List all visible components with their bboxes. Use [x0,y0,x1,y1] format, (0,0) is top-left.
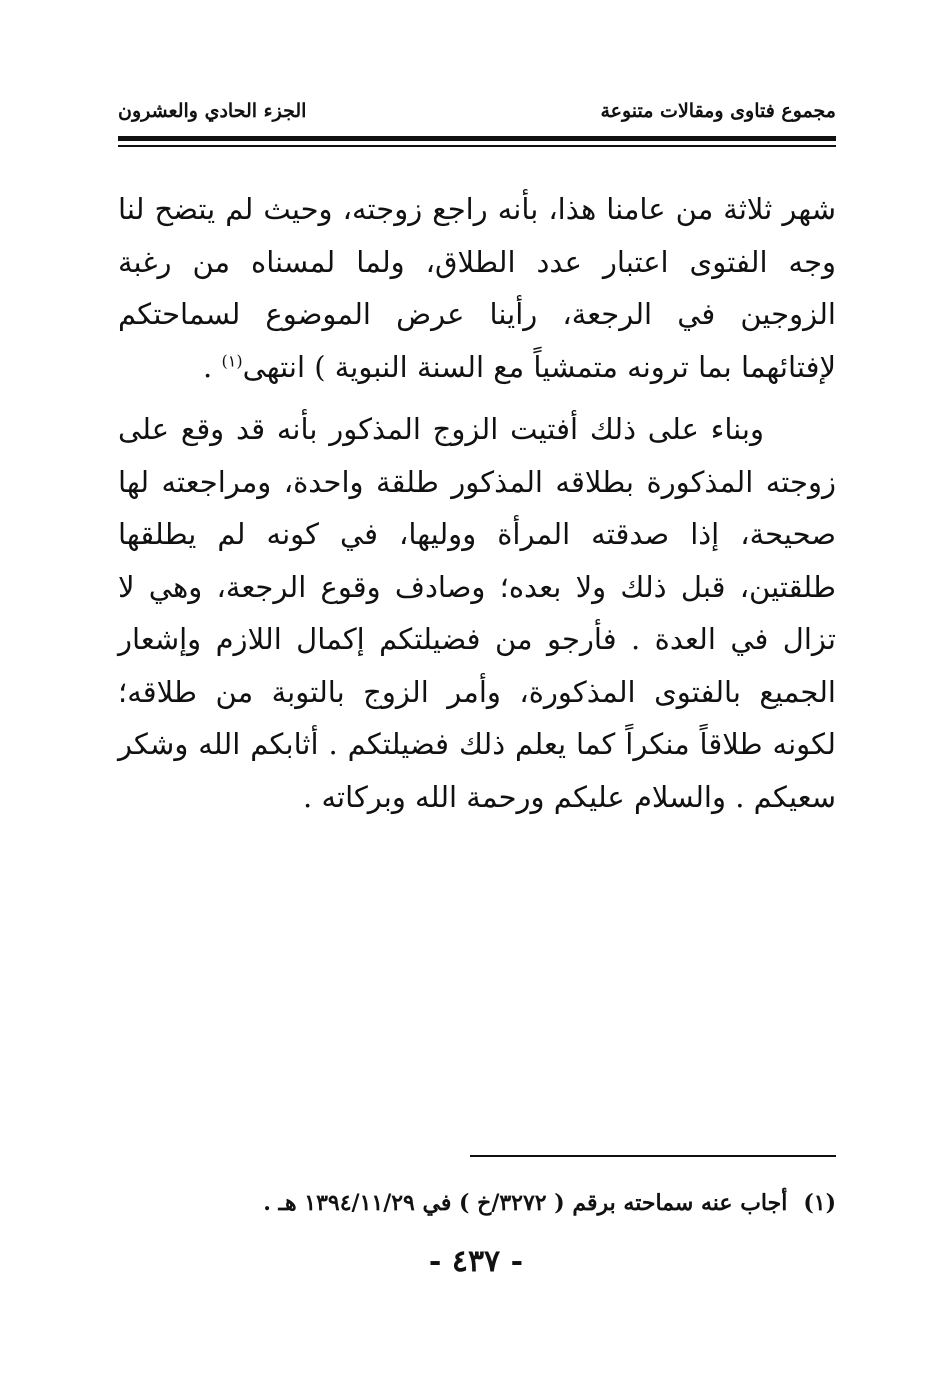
body-text [118,183,836,823]
header-rule-thick [118,136,836,141]
footnote [263,1190,836,1216]
paragraph-1 [118,183,836,393]
footnote-separator [470,1155,836,1157]
footnote-text: أجاب عنه سماحته برقم ( ٣٢٧٢/خ ) في ١٣٩٤/١١/٢٩ هـ . [263,1190,788,1216]
paragraph-2: وبناء على ذلك أفتيت الزوج المذكور بأنه قد وقع على زوجته المذكورة بطلاقه المذكور طلقة واحدة، ومراجعته لها صحيحة، إذا صدقته المرأة ووليها، في كونه لم يطلقها طلقتين، قبل ذلك ولا بعده؛ وصادف وقوع الرجعة، وهي لا تزال في العدة . فأرجو من فضيلتكم إكمال اللازم وإشعار الجميع بالفتوى المذكورة، وأمر الزوج بالتوبة من طلاقه؛ لكونه طلاقاً منكراً كما يعلم ذلك فضيلتكم . أثابكم الله وشكر سعيكم . والسلام عليكم ورحمة الله وبركاته . [118,412,836,814]
header-volume: الجزء الحادي والعشرون [118,100,307,122]
paragraph-1-text: شهر ثلاثة من عامنا هذا، بأنه راجع زوجته، وحيث لم يتضح لنا وجه الفتوى اعتبار عدد الطلاق، ولما لمسناه من رغبة الزوجين في الرجعة، رأينا عرض الموضوع لسماحتكم لإفتائهما بما ترونه متمشياً مع السنة النبوية ) انتهى [118,192,836,384]
header-book-title: مجموع فتاوى ومقالات متنوعة [600,100,836,122]
page-number: - ٤٣٧ - [428,1244,524,1279]
page-header [118,96,836,130]
header-rule-thin [118,145,836,147]
footnote-reference: (١) [221,350,243,370]
footnote-number: (١) [803,1190,836,1216]
paragraph-1-end: . [203,349,222,384]
